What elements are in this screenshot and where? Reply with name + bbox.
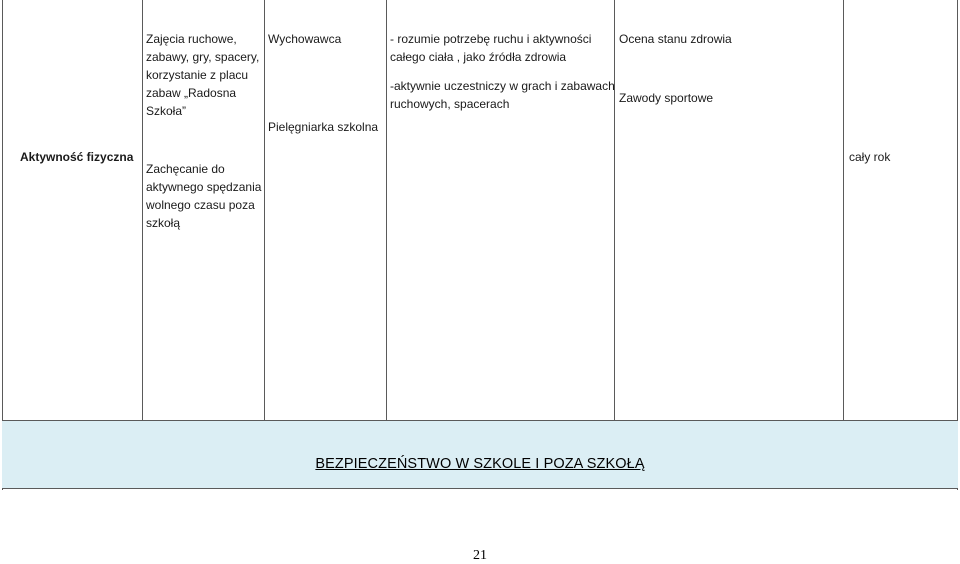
area-label: Aktywność fizyczna [20, 150, 134, 164]
column-divider [142, 0, 143, 421]
table-border-bottom [2, 488, 958, 489]
effect-line: -aktywnie uczestniczy w grach i zabawach [390, 79, 615, 93]
table-border-right [957, 0, 958, 490]
task-line: zabaw „Radosna [146, 86, 237, 100]
table-border-left [2, 0, 3, 490]
column-divider [843, 0, 844, 421]
task-line: aktywnego spędzania [146, 180, 262, 194]
effect-line: całego ciała , jako źródła zdrowia [390, 50, 567, 64]
column-divider [264, 0, 265, 421]
effects-first [390, 30, 591, 66]
term-label: cały rok [849, 150, 891, 164]
responsible-secondary: Pielęgniarka szkolna [268, 120, 379, 134]
tasks-extra [146, 160, 261, 232]
task-line: korzystanie z placu [146, 68, 249, 82]
task-line: wolnego czasu poza [146, 198, 255, 212]
task-line: szkołą [146, 216, 181, 230]
section-banner [2, 421, 958, 488]
responsible-primary: Wychowawca [268, 32, 342, 46]
effect-line: - rozumie potrzebę ruchu i aktywności [390, 32, 592, 46]
page-number: 21 [473, 548, 487, 563]
evaluation-first: Ocena stanu zdrowia [619, 32, 732, 46]
task-line: Szkoła” [146, 104, 187, 118]
task-line: zabawy, gry, spacery, [146, 50, 260, 64]
section-heading: BEZPIECZEŃSTWO W SZKOLE I POZA SZKOŁĄ [315, 456, 645, 472]
task-line: Zachęcanie do [146, 162, 225, 176]
column-divider [614, 0, 615, 421]
effect-line: ruchowych, spacerach [390, 97, 510, 111]
column-divider [386, 0, 387, 421]
evaluation-second: Zawody sportowe [619, 91, 714, 105]
tasks-list [146, 30, 259, 120]
effects-second [390, 77, 615, 113]
task-line: Zajęcia ruchowe, [146, 32, 237, 46]
